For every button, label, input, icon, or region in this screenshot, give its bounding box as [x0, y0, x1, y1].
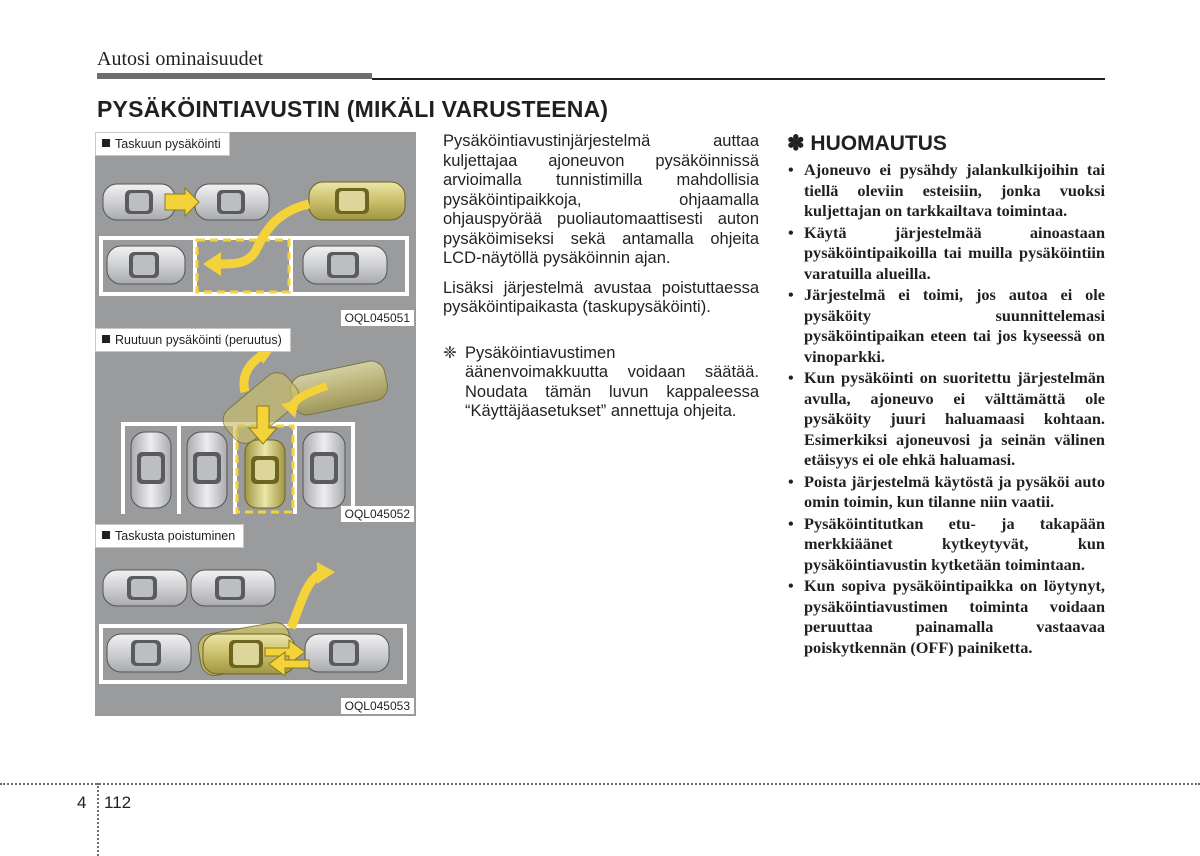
- car-icon: [303, 432, 345, 508]
- car-icon: [187, 432, 227, 508]
- car-icon: [107, 634, 191, 672]
- ego-car-icon: [309, 182, 405, 220]
- footer-rule: [0, 783, 1200, 785]
- figure-code: OQL045052: [341, 506, 414, 522]
- list-item: • Pysäköintitutkan etu- ja takapään merkkiäänet kytkeytyvät, kun pysäköintiavustin kytketään toimintaan.: [787, 514, 1105, 576]
- list-item: • Järjestelmä ei toimi, jos autoa ei ole pysäköity suunnittelemasi pysäköintipaikan eteen tai jos kyseessä on vinoparkki.: [787, 285, 1105, 367]
- notice-list: [787, 160, 1105, 658]
- arrow-left-icon: [203, 252, 221, 276]
- notice-box: [787, 132, 1105, 659]
- leaving-parking-illustration: [95, 524, 416, 716]
- arrow-exit-icon: [317, 562, 335, 584]
- section-header: Autosi ominaisuudet: [97, 48, 264, 70]
- footer-divider: [97, 783, 99, 856]
- exit-paragraph: Lisäksi järjestelmä avustaa poistuttaessa pysäköintipaikasta (taskupysäköinti).: [443, 278, 759, 316]
- car-icon: [191, 570, 275, 606]
- figure-leaving-parking: [95, 524, 416, 716]
- list-item: • Kun pysäköinti on suoritettu järjestelmän avulla, ajoneuvo ei välttämättä ole pysäköity juuri haluamaasi kohtaan. Esimerkiksi ajoneuvosi ja seinän välinen etäisyys ei ole ehkä haluamasi.: [787, 368, 1105, 471]
- car-icon: [303, 246, 387, 284]
- list-item: • Poista järjestelmä käytöstä ja pysäköi auto omin toimin, kun tilanne niin vaatii.: [787, 472, 1105, 513]
- note-mark-icon: ❈: [443, 343, 457, 362]
- notice-heading: ✽ HUOMAUTUS: [787, 132, 947, 155]
- figure-caption: Ruutuun pysäköinti (peruutus): [95, 328, 291, 352]
- car-icon: [195, 184, 269, 220]
- ego-car-icon: [245, 440, 285, 508]
- note-text: Pysäköintiavustimen äänenvoimakkuutta voidaan säätää. Noudata tämän luvun kappaleessa “Käyttäjäasetukset” annettuja ohjeita.: [465, 343, 759, 420]
- car-icon: [131, 432, 171, 508]
- intro-paragraph: Pysäköintiavustinjärjestelmä auttaa kuljettajaa ajoneuvon pysäköinnissä arvioimalla tunnistimilla mahdollisia pysäköintipaikkoja, ohjaamalla ohjauspyörää puoliautomaattisesti auton pysäköimiseksi sekä antamalla ohjeita LCD-näytöllä pysäköinnin ajan.: [443, 132, 759, 267]
- header-rule: [372, 78, 1105, 80]
- figure-code: OQL045051: [341, 310, 414, 326]
- ego-car-ghost-icon: [288, 358, 390, 417]
- figure-caption: Taskusta poistuminen: [95, 524, 244, 548]
- figure-caption: Taskuun pysäköinti: [95, 132, 230, 156]
- car-icon: [107, 246, 185, 284]
- body-text: [443, 132, 759, 422]
- chapter-number: 4: [77, 793, 87, 812]
- page-title: PYSÄKÖINTIAVUSTIN (MIKÄLI VARUSTEENA): [97, 96, 609, 122]
- list-item: • Kun sopiva pysäköintipaikka on löytynyt, pysäköintiavustimen toiminta voidaan peruuttaa painamalla vastaavaa poiskytkennän (OFF) painiketta.: [787, 576, 1105, 658]
- page-number: 112: [104, 793, 132, 812]
- figure-code: OQL045053: [341, 698, 414, 714]
- volume-note: [443, 344, 759, 422]
- list-item: • Ajoneuvo ei pysähdy jalankulkijoihin tai tiellä oleviin esteisiin, jonka vuoksi kuljettajan on tarkkailtava toimintaa.: [787, 160, 1105, 222]
- car-icon: [305, 634, 389, 672]
- figure-perpendicular-parking: [95, 328, 416, 524]
- header-rule-thick: [97, 73, 372, 79]
- list-item: • Käytä järjestelmää ainoastaan pysäköintipaikoilla tai muilla pysäköintiin varatuilla alueilla.: [787, 223, 1105, 285]
- car-icon: [103, 570, 187, 606]
- figure-parallel-parking: [95, 132, 416, 328]
- car-icon: [103, 184, 175, 220]
- perpendicular-parking-illustration: [95, 328, 416, 524]
- parallel-parking-illustration: [95, 132, 416, 328]
